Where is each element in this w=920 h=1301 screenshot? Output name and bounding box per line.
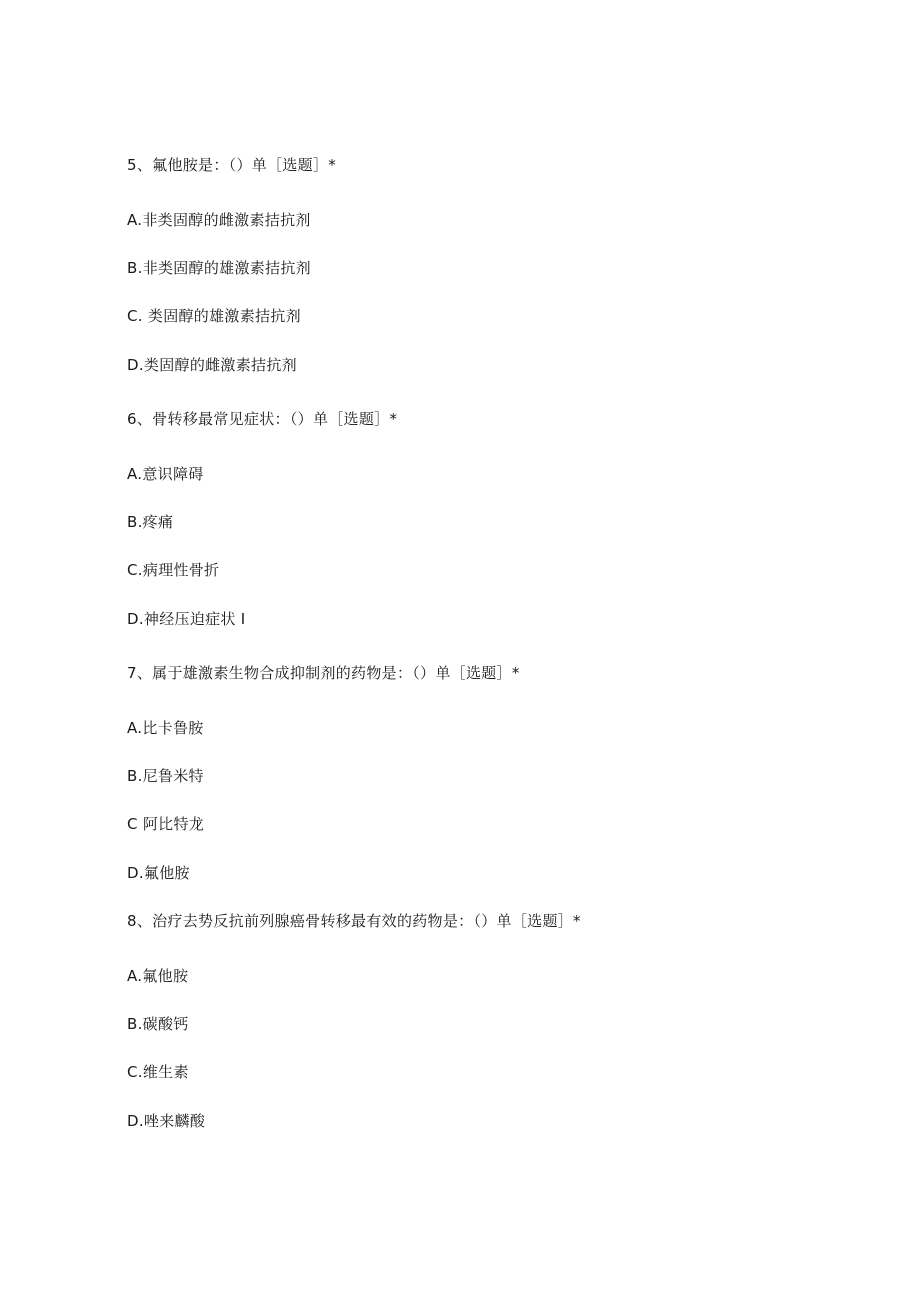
question-8-title: 8、治疗去势反抗前列腺癌骨转移最有效的药物是：（）单［选题］* [127,912,581,930]
question-7-option-d: D.氟他胺 [127,864,190,882]
question-5-option-b: B.非类固醇的雄激素拮抗剂 [127,259,311,277]
question-7-option-b: B.尼鲁米特 [127,767,204,785]
question-5-option-c: C. 类固醇的雄激素拮抗剂 [127,307,301,325]
question-5-option-d: D.类固醇的雌激素拮抗剂 [127,356,297,374]
question-6-option-d: D.神经压迫症状 I [127,610,246,628]
question-6-title: 6、骨转移最常见症状：（）单［选题］* [127,410,398,428]
question-8-option-b: B.碳酸钙 [127,1015,189,1033]
question-8-option-a: A.氟他胺 [127,967,189,985]
question-6-option-a: A.意识障碍 [127,465,204,483]
question-5-title: 5、氟他胺是：（）单［选题］* [127,156,337,174]
question-6-option-b: B.疼痛 [127,513,174,531]
question-7-option-a: A.比卡鲁胺 [127,719,204,737]
question-8-option-c: C.维生素 [127,1063,189,1081]
question-7-option-c: C 阿比特龙 [127,815,205,833]
question-8-option-d: D.唑来麟酸 [127,1112,206,1130]
question-5-option-a: A.非类固醇的雌激素拮抗剂 [127,211,311,229]
question-7-title: 7、属于雄激素生物合成抑制剂的药物是：（）单［选题］* [127,664,520,682]
question-6-option-c: C.病理性骨折 [127,561,220,579]
